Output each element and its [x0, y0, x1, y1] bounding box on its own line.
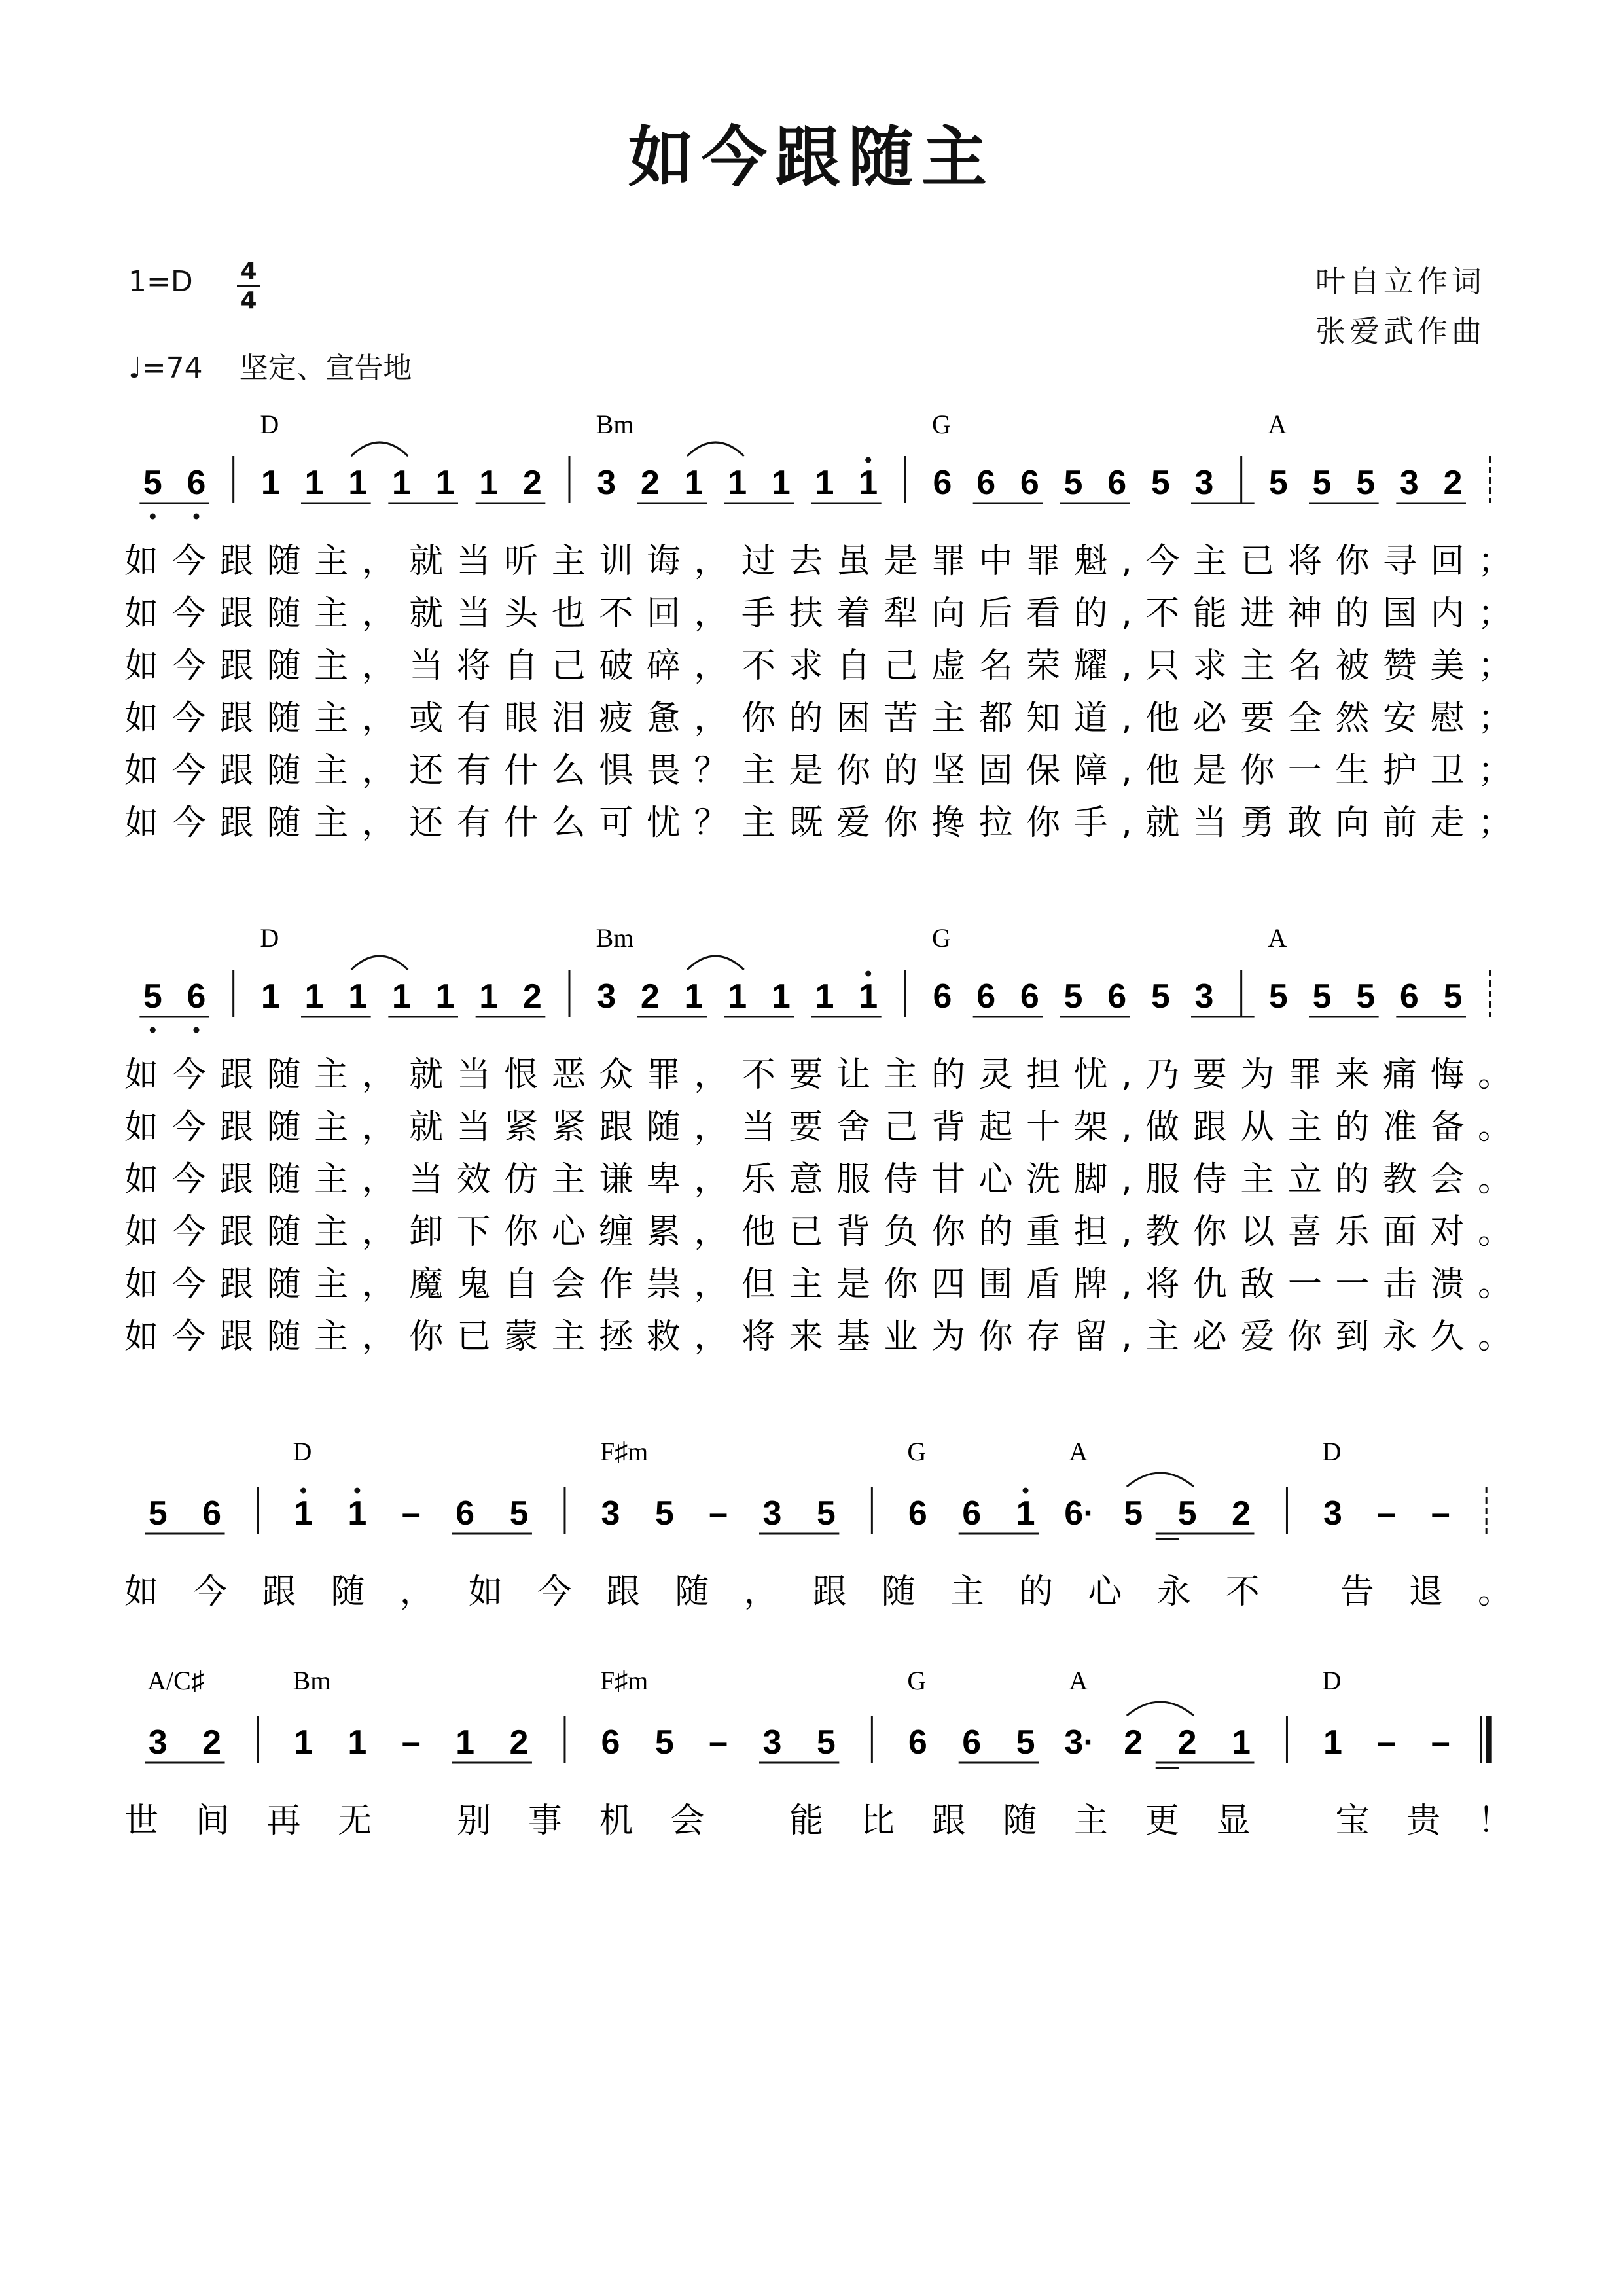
note: 6 — [976, 464, 996, 502]
chord-symbol: D — [260, 410, 279, 439]
lyric-line: 如今跟随主，就当听主训诲，过去虽是罪中罪魁,今主已将你寻回； — [124, 542, 1512, 581]
slur — [351, 956, 408, 970]
note: 1 — [684, 978, 704, 1016]
note: 1 — [304, 464, 324, 502]
note: 5 — [143, 978, 162, 1016]
lyric-line: 如今跟随主，就当恨恶众罪，不要让主的灵担忧,乃要为罪来痛悔。 — [124, 1055, 1512, 1095]
note: 6 — [601, 1723, 620, 1761]
high-octave-dot — [1023, 1488, 1029, 1494]
note: 1 — [728, 978, 747, 1016]
note: 1 — [435, 978, 455, 1016]
note: 2 — [509, 1723, 529, 1761]
chord-symbol: D — [1322, 1437, 1342, 1466]
note: 1 — [260, 978, 280, 1016]
note: 1 — [348, 978, 368, 1016]
note: 6 — [187, 978, 206, 1016]
note: 6 — [962, 1723, 982, 1761]
note: 6 — [187, 464, 206, 502]
note: 1 — [435, 464, 455, 502]
note: 5 — [1312, 978, 1332, 1016]
note: 1 — [260, 464, 280, 502]
note: 3 — [1194, 978, 1214, 1016]
note: 6 — [933, 978, 952, 1016]
note: 5 — [1268, 978, 1288, 1016]
note: 5 — [1150, 978, 1170, 1016]
note: 6 — [1020, 464, 1039, 502]
lyric-line: 如今跟随主，卸下你心缠累，他已背负你的重担,教你以喜乐面对。 — [124, 1212, 1512, 1252]
chord-symbol: A — [1268, 923, 1287, 953]
slur — [687, 442, 744, 456]
note: 1 — [348, 1723, 367, 1761]
note: 1 — [859, 978, 878, 1016]
note: 6 — [962, 1494, 982, 1532]
note: 1 — [479, 464, 499, 502]
note: 5 — [816, 1494, 836, 1532]
key-signature: 1=D — [128, 265, 193, 298]
low-octave-dot — [194, 1027, 200, 1033]
note: 5 — [1312, 464, 1332, 502]
note: 1 — [391, 464, 411, 502]
note: 3 — [148, 1723, 168, 1761]
chord-symbol: Bm — [596, 410, 634, 439]
note: 5 — [1063, 464, 1083, 502]
note: 5 — [1177, 1494, 1197, 1532]
lyric-line: 如今跟随主，魔鬼自会作祟，但主是你四围盾牌,将仇敌一一击溃。 — [124, 1265, 1512, 1304]
note: – — [1377, 1723, 1397, 1761]
note: 1 — [348, 1494, 367, 1532]
lyric-line: 如今跟随主，你已蒙主拯救，将来基业为你存留,主必爱你到永久。 — [124, 1317, 1512, 1356]
lyric-line: 如今跟随主，就当紧紧跟随，当要舍己背起十架,做跟从主的准备。 — [124, 1108, 1512, 1147]
slur — [687, 956, 744, 970]
note: 5 — [148, 1494, 168, 1532]
note: 5 — [143, 464, 162, 502]
note: 5 — [654, 1723, 674, 1761]
chord-symbol: D — [293, 1437, 312, 1466]
chord-symbol: A/C♯ — [147, 1666, 204, 1695]
chord-symbol: G — [907, 1437, 927, 1466]
note: 3 — [601, 1494, 620, 1532]
note: 1 — [1232, 1723, 1251, 1761]
note: 1 — [294, 1494, 313, 1532]
low-octave-dot — [194, 514, 200, 520]
note: 3 — [1194, 464, 1214, 502]
time-signature-top: 4 — [240, 258, 257, 285]
note: 6 — [1107, 978, 1127, 1016]
note: 3 — [597, 464, 616, 502]
note: 2 — [1124, 1723, 1143, 1761]
note: 3 — [762, 1723, 782, 1761]
chord-symbol: A — [1069, 1437, 1088, 1466]
high-octave-dot — [354, 1488, 360, 1494]
chord-symbol: F♯m — [599, 1437, 649, 1466]
slur — [351, 442, 408, 456]
note: 1 — [815, 978, 834, 1016]
note: 5 — [1268, 464, 1288, 502]
note: 6 — [1399, 978, 1419, 1016]
note: 5 — [654, 1494, 674, 1532]
lyric-line: 如今跟随主，还有什么可忧？主既爱你搀拉你手,就当勇敢向前走； — [124, 804, 1512, 843]
note: 3 — [1323, 1494, 1342, 1532]
note: 3· — [1064, 1723, 1095, 1761]
note: 6 — [976, 978, 996, 1016]
note: 5 — [1356, 978, 1376, 1016]
note: 5 — [1356, 464, 1376, 502]
lyric-line: 世间再无 别事机会 能比跟随主更显 宝贵！ — [124, 1801, 1512, 1841]
note: 6 — [908, 1723, 927, 1761]
low-octave-dot — [150, 514, 156, 520]
note: 2 — [522, 978, 542, 1016]
note: – — [709, 1494, 728, 1532]
note: 1 — [771, 978, 791, 1016]
composer-credit: 张爱武作曲 — [1315, 313, 1486, 349]
slur — [1127, 1702, 1194, 1716]
note: 1 — [455, 1723, 475, 1761]
note: 2 — [640, 464, 660, 502]
note: 1 — [1323, 1723, 1342, 1761]
note: 6 — [933, 464, 952, 502]
note: 6 — [1020, 978, 1039, 1016]
expression-marking: 坚定、宣告地 — [239, 351, 412, 385]
lyric-line: 如今跟随主，还有什么惧畏？主是你的坚固保障,他是你一生护卫； — [124, 751, 1512, 790]
tempo-value: ♩=74 — [128, 351, 203, 385]
note: – — [1431, 1723, 1450, 1761]
note: 1 — [479, 978, 499, 1016]
note: 1 — [684, 464, 704, 502]
note: 6 — [908, 1494, 927, 1532]
chord-symbol: D — [260, 923, 279, 953]
note: 2 — [1443, 464, 1463, 502]
note: 1 — [304, 978, 324, 1016]
note: 2 — [1177, 1723, 1197, 1761]
lyric-line: 如今跟随主，当将自己破碎，不求自己虚名荣耀,只求主名被赞美； — [124, 646, 1512, 686]
note: 6 — [1107, 464, 1127, 502]
note: 1 — [815, 464, 834, 502]
lyric-line: 如今跟随主，当效仿主谦卑，乐意服侍甘心洗脚,服侍主立的教会。 — [124, 1160, 1512, 1199]
note: 1 — [728, 464, 747, 502]
note: 1 — [348, 464, 368, 502]
note: 5 — [1443, 978, 1463, 1016]
chord-symbol: A — [1069, 1666, 1088, 1695]
lyric-line: 如今跟随，如今跟随，跟随主的心永不 告退。 — [124, 1572, 1512, 1612]
note: 1 — [771, 464, 791, 502]
slur — [1127, 1473, 1194, 1487]
note: 3 — [1399, 464, 1419, 502]
note: 5 — [1063, 978, 1083, 1016]
note: – — [401, 1723, 421, 1761]
note: – — [1377, 1494, 1397, 1532]
note: 2 — [1232, 1494, 1251, 1532]
high-octave-dot — [300, 1488, 306, 1494]
note: 5 — [1016, 1723, 1035, 1761]
chord-symbol: A — [1268, 410, 1287, 439]
note: 3 — [597, 978, 616, 1016]
note: 1 — [859, 464, 878, 502]
time-signature-bottom: 4 — [240, 287, 257, 314]
note: 2 — [640, 978, 660, 1016]
note: 2 — [522, 464, 542, 502]
note: – — [1431, 1494, 1450, 1532]
lyric-line: 如今跟随主，或有眼泪疲惫，你的困苦主都知道,他必要全然安慰； — [124, 699, 1512, 738]
note: 1 — [294, 1723, 313, 1761]
low-octave-dot — [150, 1027, 156, 1033]
high-octave-dot — [865, 457, 871, 463]
note: 1 — [391, 978, 411, 1016]
chord-symbol: F♯m — [599, 1666, 649, 1695]
note: 6· — [1064, 1494, 1095, 1532]
chord-symbol: D — [1322, 1666, 1342, 1695]
chord-symbol: G — [907, 1666, 927, 1695]
high-octave-dot — [865, 971, 871, 977]
chord-symbol: G — [932, 923, 951, 953]
chord-symbol: Bm — [293, 1666, 331, 1695]
note: – — [401, 1494, 421, 1532]
note: – — [709, 1723, 728, 1761]
note: 5 — [816, 1723, 836, 1761]
chord-symbol: G — [932, 410, 951, 439]
note: 3 — [762, 1494, 782, 1532]
lyric-line: 如今跟随主，就当头也不回，手扶着犁向后看的,不能进神的国内； — [124, 594, 1512, 633]
note: 5 — [1150, 464, 1170, 502]
note: 5 — [1124, 1494, 1143, 1532]
note: 2 — [202, 1723, 221, 1761]
song-title: 如今跟随主 — [628, 118, 995, 196]
note: 6 — [202, 1494, 221, 1532]
note: 1 — [1016, 1494, 1035, 1532]
chord-symbol: Bm — [596, 923, 634, 953]
lyricist-credit: 叶自立作词 — [1315, 264, 1486, 299]
note: 5 — [509, 1494, 529, 1532]
note: 6 — [455, 1494, 475, 1532]
